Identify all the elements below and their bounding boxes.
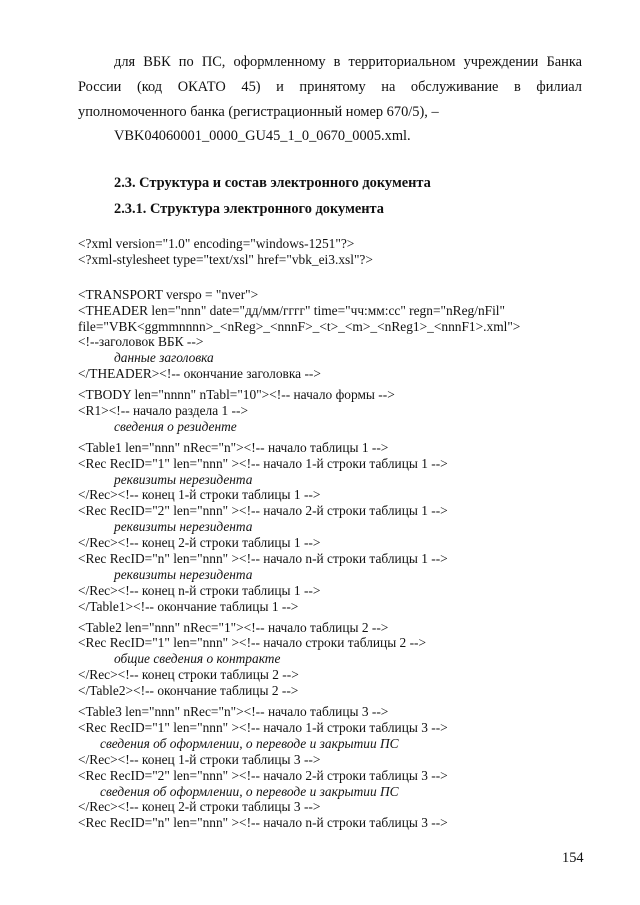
code-line: </Rec><!-- конец n-й строки таблицы 1 -->: [78, 582, 321, 598]
code-placeholder: реквизиты нерезидента: [114, 471, 253, 487]
code-line: </Rec><!-- конец строки таблицы 2 -->: [78, 667, 299, 683]
code-line: <Table1 len="nnn" nRec="n"><!-- начало таблицы 1 -->: [78, 439, 389, 455]
code-line: <Rec RecID="n" len="nnn" ><!-- начало n-й строки таблицы 3 -->: [78, 815, 448, 831]
code-line: <!--заголовок ВБК -->: [78, 334, 204, 350]
code-placeholder: сведения о резиденте: [114, 418, 237, 434]
code-line: <TBODY len="nnnn" nTabl="10"><!-- начало формы -->: [78, 387, 395, 403]
code-line: file="VBK<ggmmnnnn>_<nReg>_<nnnF>_<t>_<m>_<nReg1>_<nnnF1>.xml">: [78, 318, 521, 334]
intro-line: для ВБК по ПС, оформленному в территориальном учреждении Банка: [114, 54, 582, 70]
code-line: <Table2 len="nnn" nRec="1"><!-- начало таблицы 2 -->: [78, 619, 389, 635]
code-line: </Rec><!-- конец 1-й строки таблицы 1 -->: [78, 487, 321, 503]
intro-line: России (код ОКАТО 45) и принятому на обслуживание в филиал уполномоченного: [78, 79, 582, 120]
code-line: <Rec RecID="2" len="nnn" ><!-- начало 2-й строки таблицы 1 -->: [78, 503, 448, 519]
section-heading: 2.3. Структура и состав электронного документа: [114, 175, 431, 191]
code-placeholder: реквизиты нерезидента: [114, 519, 253, 535]
page-number: 154: [562, 850, 584, 866]
code-placeholder: данные заголовка: [114, 350, 214, 366]
subsection-heading: 2.3.1. Структура электронного документа: [114, 201, 384, 217]
code-placeholder: сведения об оформлении, о переводе и закрытии ПС: [100, 735, 399, 751]
code-line: </Rec><!-- конец 2-й строки таблицы 3 -->: [78, 799, 321, 815]
code-line: <?xml-stylesheet type="text/xsl" href="vbk_ei3.xsl"?>: [78, 251, 373, 267]
code-line: <Rec RecID="1" len="nnn" ><!-- начало 1-й строки таблицы 1 -->: [78, 455, 448, 471]
code-line: <R1><!-- начало раздела 1 -->: [78, 403, 249, 419]
code-placeholder: общие сведения о контракте: [114, 651, 281, 667]
intro-paragraph: [78, 50, 582, 125]
code-line: <Rec RecID="n" len="nnn" ><!-- начало n-й строки таблицы 1 -->: [78, 551, 448, 567]
code-line: <THEADER len="nnn" date="дд/мм/гггг" time="чч:мм:сс" regn="nReg/nFil": [78, 302, 505, 318]
code-placeholder: сведения об оформлении, о переводе и закрытии ПС: [100, 783, 399, 799]
intro-line: банка (регистрационный номер 670/5), –: [190, 104, 439, 120]
xml-structure-listing: [78, 236, 598, 831]
code-line: </Rec><!-- конец 2-й строки таблицы 1 -->: [78, 535, 321, 551]
code-line: </THEADER><!-- окончание заголовка -->: [78, 366, 321, 382]
code-line: <Table3 len="nnn" nRec="n"><!-- начало таблицы 3 -->: [78, 704, 389, 720]
code-line: <?xml version="1.0" encoding="windows-1251"?>: [78, 236, 355, 251]
code-line: </Table2><!-- окончание таблицы 2 -->: [78, 683, 299, 699]
code-line: <Rec RecID="2" len="nnn" ><!-- начало 2-й строки таблицы 3 -->: [78, 767, 448, 783]
code-line: </Table1><!-- окончание таблицы 1 -->: [78, 598, 299, 614]
code-line: <Rec RecID="1" len="nnn" ><!-- начало строки таблицы 2 -->: [78, 635, 427, 651]
code-line: </Rec><!-- конец 1-й строки таблицы 3 -->: [78, 751, 321, 767]
code-line: <Rec RecID="1" len="nnn" ><!-- начало 1-й строки таблицы 3 -->: [78, 719, 448, 735]
file-name-example: VBK04060001_0000_GU45_1_0_0670_0005.xml.: [114, 128, 411, 144]
code-placeholder: реквизиты нерезидента: [114, 566, 253, 582]
code-line: <TRANSPORT verspo = "nver">: [78, 286, 259, 302]
